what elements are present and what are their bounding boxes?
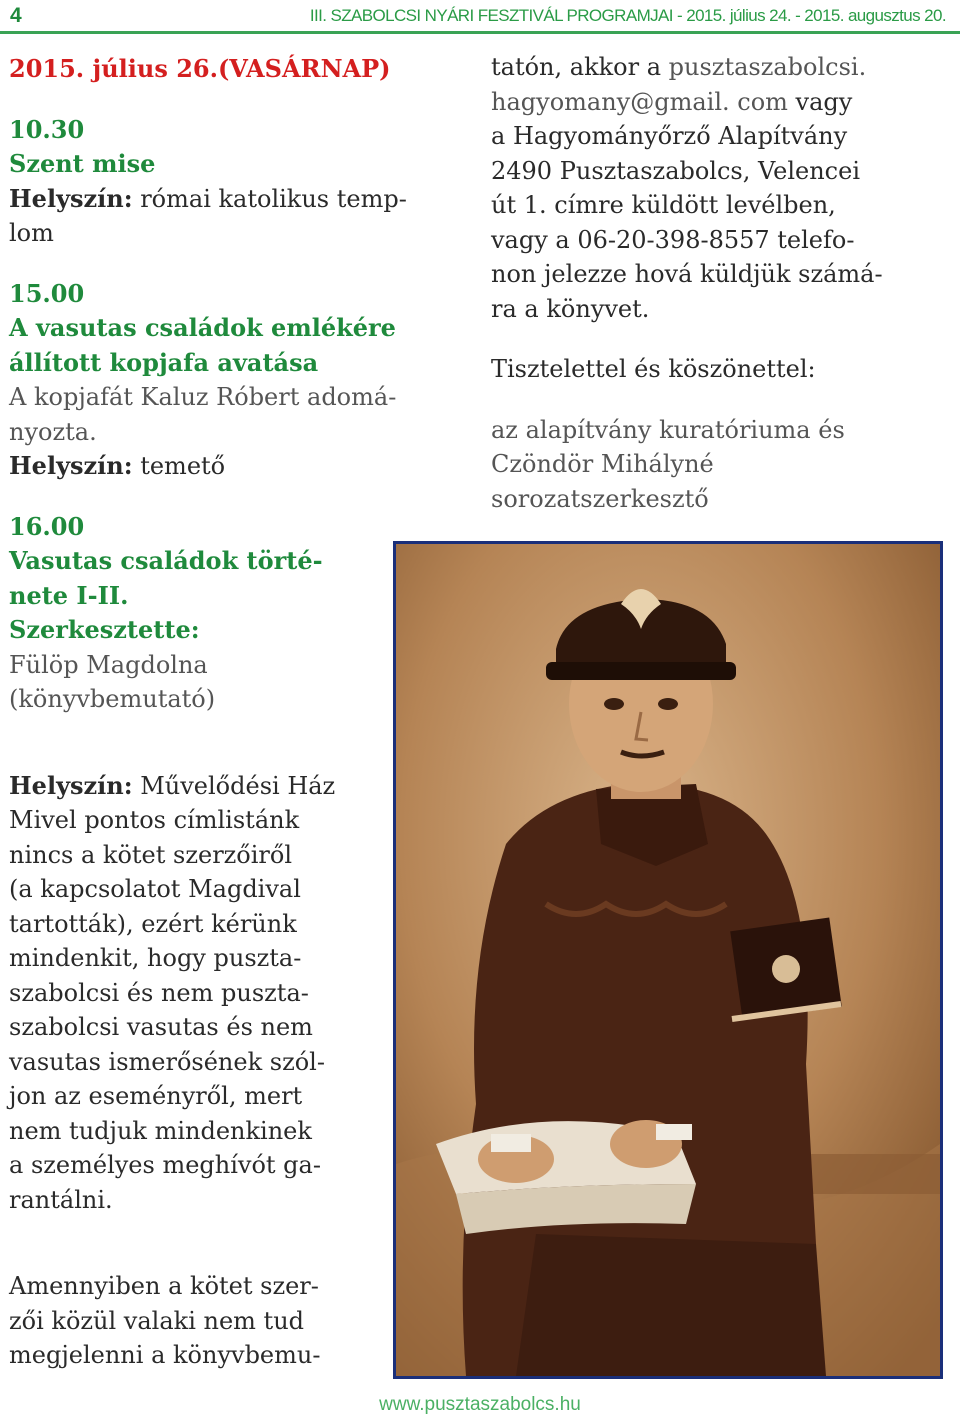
body-line: nincs a kötet szerzőiről <box>9 840 293 869</box>
venue-label: Helyszín: <box>9 451 133 480</box>
body-line: szabolcsi vasutas és nem <box>9 1013 313 1041</box>
main-venue <box>9 769 459 804</box>
vintage-portrait-photo <box>393 541 943 1379</box>
editor-note: (könyvbemutató) <box>9 685 216 713</box>
event-time: 16.00 <box>9 511 85 541</box>
body-line: Amennyiben a kötet szer- <box>9 1272 319 1300</box>
event-note-continued: nyozta. <box>9 417 97 446</box>
portrait-icon <box>396 544 940 1376</box>
event-title-continued: állított kopjafa avatása <box>9 347 319 377</box>
event-note: A kopjafát Kaluz Róbert adomá- <box>9 383 397 411</box>
body-line: zői közül valaki nem tud <box>9 1306 305 1335</box>
body-line: (a kapcsolatot Magdival <box>9 875 301 903</box>
contact-line <box>491 85 951 120</box>
event-venue <box>9 449 459 484</box>
festival-title: III. SZABOLCSI NYÁRI FESZTIVÁL PROGRAMJAI - 2015. július 24. - 2015. augusztus 20. <box>309 6 946 25</box>
closing-line: Tisztelettel és köszönettel: <box>491 355 816 383</box>
contact-text: vagy <box>787 87 853 116</box>
email-link-continued[interactable]: hagyomany@gmail. com <box>491 87 788 116</box>
header-divider <box>0 31 960 34</box>
left-column <box>9 52 459 1373</box>
venue-text: római katolikus temp- <box>132 184 407 213</box>
contact-line: 2490 Pusztaszabolcs, Velencei <box>491 156 860 185</box>
venue-text: temető <box>132 452 226 480</box>
editor-name: Fülöp Magdolna <box>9 650 208 679</box>
body-line: nem tudjuk mindenkinek <box>9 1116 312 1145</box>
venue-label: Helyszín: <box>9 770 133 800</box>
venue-text-continued: lom <box>9 219 54 247</box>
venue-text: Művelődési Ház <box>132 771 336 800</box>
footer-url[interactable]: www.pusztaszabolcs.hu <box>379 1394 581 1415</box>
body-line: Mivel pontos címlistánk <box>9 806 300 834</box>
page-number: 4 <box>10 4 22 27</box>
event-time: 15.00 <box>9 278 85 308</box>
signature-name: Czöndör Mihályné <box>491 450 714 478</box>
body-line: szabolcsi és nem puszta- <box>9 978 309 1007</box>
event-time: 10.30 <box>9 114 85 144</box>
date-heading: 2015. július 26.(VASÁRNAP) <box>9 54 391 83</box>
body-line: rantálni. <box>9 1185 113 1214</box>
event-venue <box>9 182 459 217</box>
signature-role: sorozatszerkesztő <box>491 484 709 513</box>
contact-line <box>491 50 951 85</box>
body-line: megjelenni a könyvbemu- <box>9 1341 321 1369</box>
body-line: jon az eseményről, mert <box>9 1082 303 1110</box>
editor-label: Szerkesztette: <box>9 615 200 644</box>
contact-line: ra a könyvet. <box>491 294 650 323</box>
contact-line: vagy a 06-20-398-8557 telefo- <box>491 225 855 254</box>
contact-line: a Hagyományőrző Alapítvány <box>491 122 848 150</box>
event-title: Vasutas családok törté- <box>9 546 323 575</box>
venue-label: Helyszín: <box>9 183 133 213</box>
body-line: mindenkit, hogy puszta- <box>9 944 302 972</box>
email-link[interactable]: pusztaszabolcsi. <box>668 53 867 81</box>
event-title-continued: nete I-II. <box>9 580 129 610</box>
contact-line: non jelezze hová küldjük számá- <box>491 260 883 288</box>
right-column <box>491 50 951 516</box>
body-line: tartották), ezért kérünk <box>9 909 297 938</box>
event-title: Szent mise <box>9 149 156 178</box>
contact-text: tatón, akkor a <box>491 53 669 81</box>
contact-line: út 1. címre küldött levélben, <box>491 191 836 219</box>
signature-line: az alapítvány kuratóriuma és <box>491 415 845 444</box>
event-title: A vasutas családok emlékére <box>9 313 396 342</box>
body-line: a személyes meghívót ga- <box>9 1151 321 1179</box>
body-line: vasutas ismerősének szól- <box>9 1047 325 1076</box>
page-header <box>0 0 960 34</box>
